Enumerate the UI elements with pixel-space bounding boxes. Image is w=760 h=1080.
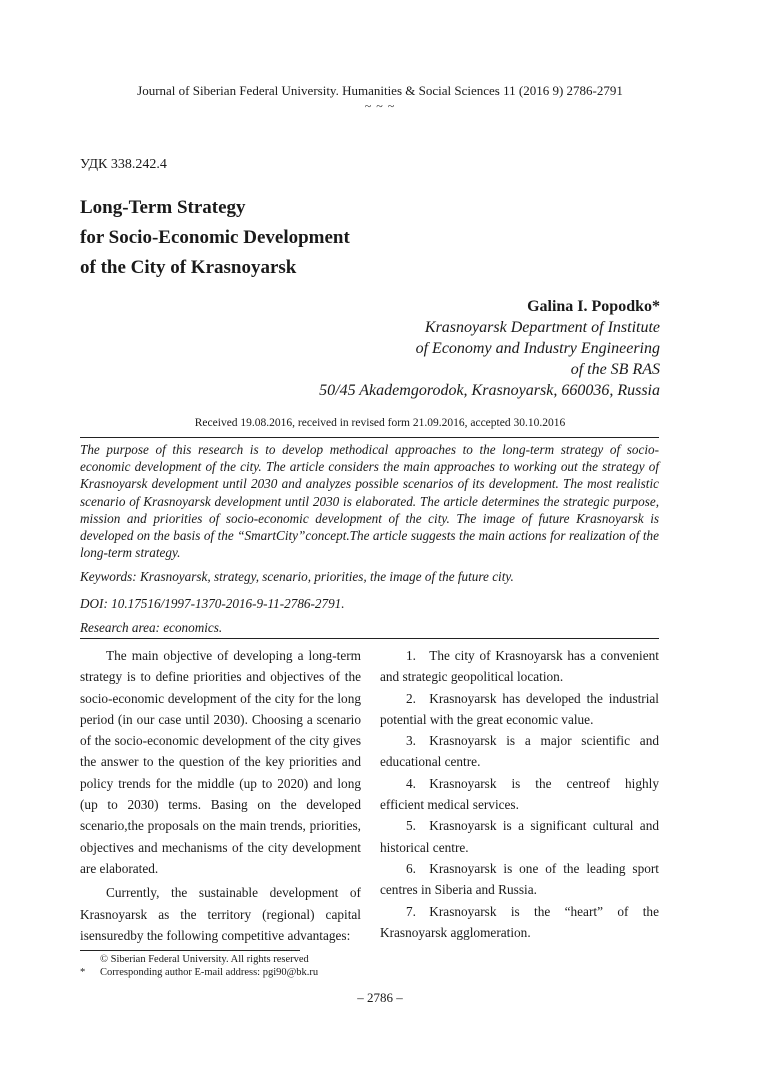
list-item: 4. Krasnoyarsk is the centreof highly efficient medical services. bbox=[380, 775, 659, 813]
received-dates: Received 19.08.2016, received in revised form 21.09.2016, accepted 30.10.2016 bbox=[194, 417, 566, 429]
footnote-rule bbox=[80, 950, 300, 951]
affiliation-line: Krasnoyarsk Department of Institute bbox=[424, 319, 660, 336]
udk-code: УДК 338.242.4 bbox=[80, 157, 167, 172]
corresponding-text: Corresponding author E-mail address: pgi90@bk.ru bbox=[100, 967, 319, 978]
footnotes bbox=[80, 953, 318, 979]
body-left-column bbox=[80, 645, 361, 946]
affiliation-line: 50/45 Akademgorodok, Krasnoyarsk, 660036, Russia bbox=[319, 382, 660, 399]
copyright-text: © Siberian Federal University. All rights reserved bbox=[100, 954, 309, 965]
title-line: for Socio-Economic Development bbox=[80, 227, 350, 248]
doi: DOI: 10.17516/1997-1370-2016-9-11-2786-2791. bbox=[80, 596, 345, 611]
keywords: Keywords: Krasnoyarsk, strategy, scenario, priorities, the image of the future city. bbox=[80, 569, 514, 584]
list-item: 2. Krasnoyarsk has developed the industrial potential with the great economic value. bbox=[380, 690, 659, 727]
list-item: 5. Krasnoyarsk is a significant cultural and historical centre. bbox=[380, 818, 659, 855]
affiliation-line: of Economy and Industry Engineering bbox=[415, 340, 660, 357]
page-number: – 2786 – bbox=[357, 990, 403, 1005]
author-block bbox=[319, 296, 660, 401]
list-item: 7. Krasnoyarsk is the “heart” of the Krasnoyarsk agglomeration. bbox=[380, 903, 659, 940]
journal-header: Journal of Siberian Federal University. Humanities & Social Sciences 11 (2016 9) 2786-2791 bbox=[137, 83, 623, 98]
body-paragraph: The main objective of developing a long-term strategy is to define priorities and objectives of the socio-economic development of the city for the long period (in our case until 2030). Choosing a scenario of the socio-economic development of the city gives the answer to the question of the key priorities and policy trends for the middle (up to 2020) and long (up to 2030) terms. Basing on the developed scenario,the proposals on the main trends, priorities, objectives and mechanisms of the city development are elaborated. bbox=[80, 648, 361, 876]
advantages-list bbox=[380, 645, 659, 943]
article-title bbox=[80, 193, 350, 283]
abstract-bottom-rule bbox=[80, 638, 659, 639]
copyright-footnote bbox=[80, 953, 318, 966]
research-area: Research area: economics. bbox=[80, 620, 223, 635]
affiliation-line: of the SB RAS bbox=[570, 361, 660, 378]
header-separator: ~ ~ ~ bbox=[364, 99, 396, 113]
author-name: Galina I. Popodko* bbox=[527, 298, 660, 315]
title-line: of the City of Krasnoyarsk bbox=[80, 257, 297, 278]
abstract-top-rule bbox=[80, 437, 659, 438]
list-item: 3. Krasnoyarsk is a major scientific and educational centre. bbox=[380, 733, 659, 770]
title-line: Long-Term Strategy bbox=[80, 197, 246, 218]
footnote-mark: * bbox=[80, 967, 86, 978]
body-paragraph: Currently, the sustainable development of Krasnoyarsk as the territory (regional) capital isensuredby the following competitive advantages: bbox=[80, 885, 361, 943]
abstract: The purpose of this research is to develop methodical approaches to the long-term strategy of socio-economic development of the city. The article considers the main approaches to working out the strategy of Krasnoyarsk development until 2030 and analyzes possible scenarios of its development. The most realistic scenario of Krasnoyarsk development until 2030 is elaborated. The article determines the strategic purpose, mission and priorities of socio-economic development of the city. The image of future Krasnoyarsk is developed on the basis of the “SmartCity”concept.The article suggests the main actions for realization of the long-term strategy. bbox=[80, 442, 659, 561]
corresponding-footnote bbox=[80, 966, 318, 979]
list-item: 1. The city of Krasnoyarsk has a convenient and strategic geopolitical location. bbox=[380, 648, 659, 685]
list-item: 6. Krasnoyarsk is one of the leading sport centres in Siberia and Russia. bbox=[380, 860, 659, 898]
